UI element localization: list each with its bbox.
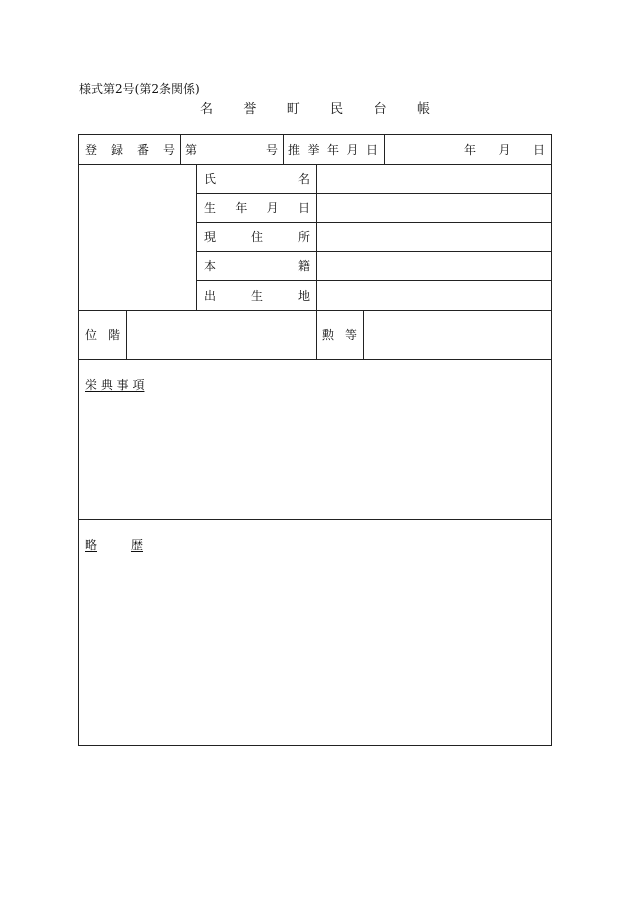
heading-char: 歴 xyxy=(130,538,143,552)
label-char: 登 xyxy=(85,143,98,157)
label-char: 生 xyxy=(204,201,217,215)
nomination-date-label xyxy=(288,135,378,164)
decoration-label xyxy=(322,310,357,359)
label-char: 日 xyxy=(297,201,310,215)
rank-label xyxy=(85,310,120,359)
label-char: 年 xyxy=(235,201,248,215)
label-char: 推 xyxy=(288,143,301,157)
career-history-section[interactable] xyxy=(79,519,551,745)
date-char: 日 xyxy=(532,143,545,157)
label-char: 住 xyxy=(250,230,263,244)
label-char: 号 xyxy=(162,143,175,157)
label-char: 番 xyxy=(136,143,149,157)
date-char: 年 xyxy=(464,143,477,157)
label-char: 日 xyxy=(365,143,378,157)
document-title xyxy=(200,98,430,117)
register-table xyxy=(78,134,552,746)
honors-heading: 栄 典 事 項 xyxy=(85,378,145,392)
label-char: 出 xyxy=(204,288,217,303)
date-char: 月 xyxy=(498,143,511,157)
rank-field[interactable] xyxy=(127,310,316,359)
decoration-field[interactable] xyxy=(364,310,551,359)
rule-line xyxy=(316,310,317,359)
label-char: 地 xyxy=(297,288,310,303)
career-history-heading xyxy=(85,536,143,553)
rule-line xyxy=(196,164,197,310)
honors-section[interactable] xyxy=(79,359,551,519)
label-char: 現 xyxy=(204,230,217,244)
registration-number-label xyxy=(85,135,175,164)
heading-char: 略 xyxy=(85,538,98,552)
registration-number-prefix: 第 xyxy=(185,143,198,157)
label-char: 録 xyxy=(110,143,123,157)
address-label xyxy=(204,222,310,251)
label-char: 所 xyxy=(297,230,310,244)
label-char: 位 xyxy=(85,328,98,342)
nomination-date-field[interactable] xyxy=(464,135,545,164)
birthplace-label xyxy=(204,280,310,310)
label-char: 籍 xyxy=(297,259,310,273)
rule-line xyxy=(180,135,181,164)
rule-line xyxy=(384,135,385,164)
rule-line xyxy=(283,135,284,164)
registration-number-field[interactable] xyxy=(185,135,278,164)
form-number: 様式第2号(第2条関係) xyxy=(79,82,200,96)
birthdate-field[interactable] xyxy=(317,193,551,222)
label-char: 挙 xyxy=(307,143,320,157)
label-char: 氏 xyxy=(204,172,217,186)
label-char: 生 xyxy=(250,288,263,303)
registration-number-suffix: 号 xyxy=(265,143,278,157)
domicile-label xyxy=(204,251,310,280)
birthplace-field[interactable] xyxy=(317,280,551,310)
title-char: 台 xyxy=(373,102,387,117)
photo-area xyxy=(79,164,196,310)
birthdate-label xyxy=(204,193,310,222)
label-char: 名 xyxy=(297,172,310,186)
title-char: 民 xyxy=(330,102,344,117)
title-char: 誉 xyxy=(243,102,257,117)
label-char: 月 xyxy=(266,201,279,215)
label-char: 勲 xyxy=(322,328,335,342)
title-char: 町 xyxy=(286,102,300,117)
label-char: 月 xyxy=(346,143,359,157)
name-field[interactable] xyxy=(317,164,551,193)
title-char: 帳 xyxy=(416,102,430,117)
label-char: 等 xyxy=(344,328,357,342)
title-char: 名 xyxy=(200,102,214,117)
label-char: 年 xyxy=(326,143,339,157)
domicile-field[interactable] xyxy=(317,251,551,280)
label-char: 階 xyxy=(107,328,120,342)
label-char: 本 xyxy=(204,259,217,273)
address-field[interactable] xyxy=(317,222,551,251)
name-label xyxy=(204,164,310,193)
